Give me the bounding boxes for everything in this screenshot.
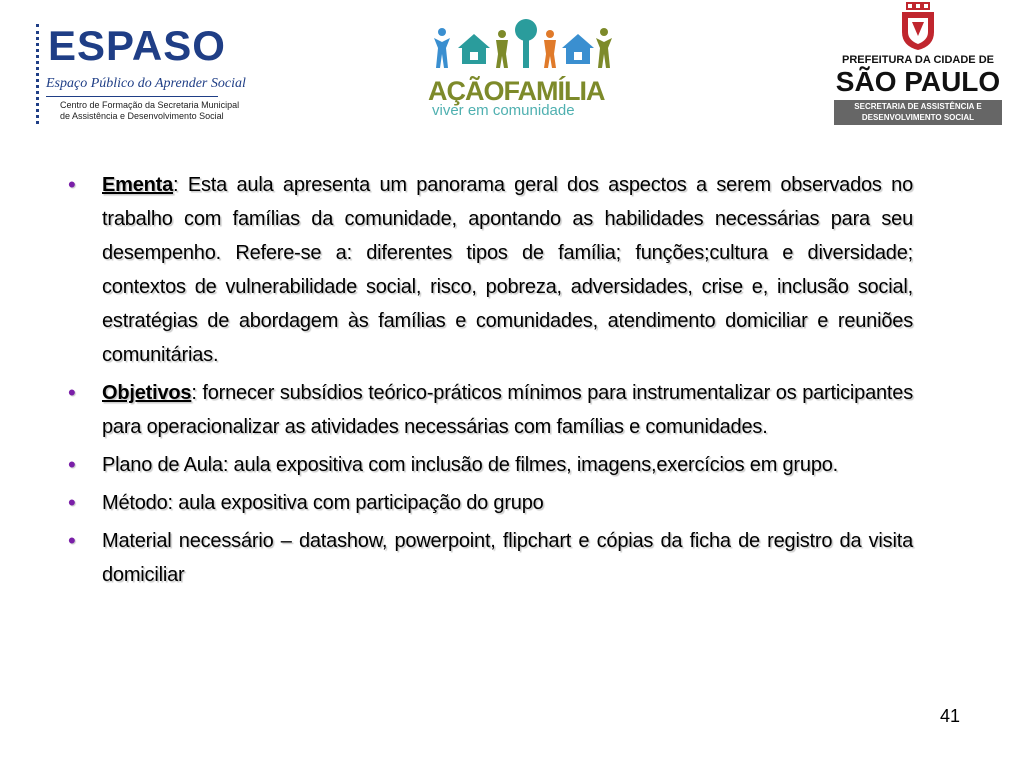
secretaria-line2: DESENVOLVIMENTO SOCIAL (861, 113, 975, 122)
bullet-term: Objetivos (102, 382, 192, 404)
acao-name-part1: AÇÃO (428, 76, 504, 106)
espaso-divider (46, 96, 218, 97)
bullet-icon: • (68, 172, 76, 197)
bullet-item-objetivos (62, 376, 913, 444)
page-number: 41 (940, 706, 961, 726)
bullet-list (62, 168, 913, 592)
bullet-text: : fornecer subsídios teórico-práticos mínimos para instrumentalizar os participantes para operacionalizar as atividades necessárias com famílias e comunidades. (102, 382, 913, 438)
slide-content (62, 168, 913, 596)
espaso-subtitle-line2: de Assistência e Desenvolvimento Social (60, 111, 224, 121)
family-houses-icon (430, 18, 614, 76)
acao-familia-logo (422, 18, 622, 126)
bullet-text: Material necessário – datashow, powerpoint, flipchart e cópias da ficha de registro da visita domiciliar (102, 530, 913, 586)
bullet-item-plano (62, 448, 913, 482)
bullet-item-ementa (62, 168, 913, 372)
acao-name-part2: FAMÍLIA (503, 76, 605, 106)
bullet-term: Ementa (102, 174, 174, 196)
espaso-subtitle-line1: Centro de Formação da Secretaria Municipal (60, 100, 240, 110)
espaso-logo-name: ESPASO (48, 22, 226, 69)
bullet-icon: • (68, 490, 76, 515)
bullet-text: : Esta aula apresenta um panorama geral dos aspectos a serem observados no trabalho com famílias da comunidade, apontando as habilidades necessárias para seu desempenho. Refere-se a: diferentes tipos de família; funções;cultura e diversidade; contextos de vulnerabilidade social, risco, pobreza, adversidades, crise e, inclusão social, estratégias de abordagem às famílias e comunidades, atendimento domiciliar e reuniões comunitárias. (102, 174, 913, 366)
city-name: SÃO PAULO (835, 66, 1001, 97)
prefeitura-sao-paulo-logo (832, 2, 1004, 126)
bullet-item-metodo (62, 486, 913, 520)
bullet-icon: • (68, 452, 76, 477)
espaso-dotted-border (36, 24, 45, 124)
bullet-item-material (62, 524, 913, 592)
secretaria-line1: SECRETARIA DE ASSISTÊNCIA E (854, 102, 982, 111)
acao-familia-tagline: viver em comunidade (432, 102, 575, 119)
espaso-logo-subtitle (60, 100, 239, 122)
bullet-icon: • (68, 528, 76, 553)
espaso-logo (30, 18, 246, 130)
bullet-text: Método: aula expositiva com participação do grupo (102, 492, 544, 514)
prefeitura-label: PREFEITURA DA CIDADE DE (842, 54, 994, 66)
bullet-text: Plano de Aula: aula expositiva com inclusão de filmes, imagens,exercícios em grupo. (102, 454, 839, 476)
espaso-logo-tagline: Espaço Público do Aprender Social (46, 76, 246, 91)
bullet-icon: • (68, 380, 76, 405)
secretaria-box (834, 100, 1002, 125)
city-crest-icon (898, 2, 938, 50)
